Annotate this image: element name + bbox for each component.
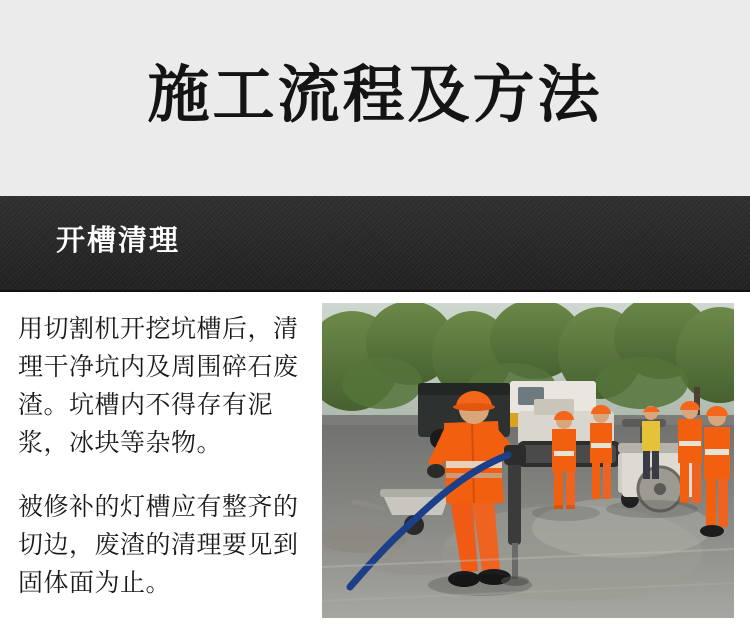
section-heading: 开槽清理 bbox=[56, 223, 181, 257]
section-banner bbox=[0, 196, 750, 292]
paragraph-2: 被修补的灯槽应有整齐的切边，废渣的清理要见到固体面为止。 bbox=[18, 492, 299, 597]
header-banner bbox=[0, 0, 750, 196]
paragraph-1: 用切割机开挖坑槽后，清理干净坑内及周围碎石废渣。坑槽内不得存有泥浆，冰块等杂物。 bbox=[18, 314, 299, 457]
content-area bbox=[0, 292, 750, 626]
page-title: 施工流程及方法 bbox=[147, 58, 603, 131]
description-text-block bbox=[18, 310, 318, 602]
construction-site-photo bbox=[322, 303, 734, 618]
